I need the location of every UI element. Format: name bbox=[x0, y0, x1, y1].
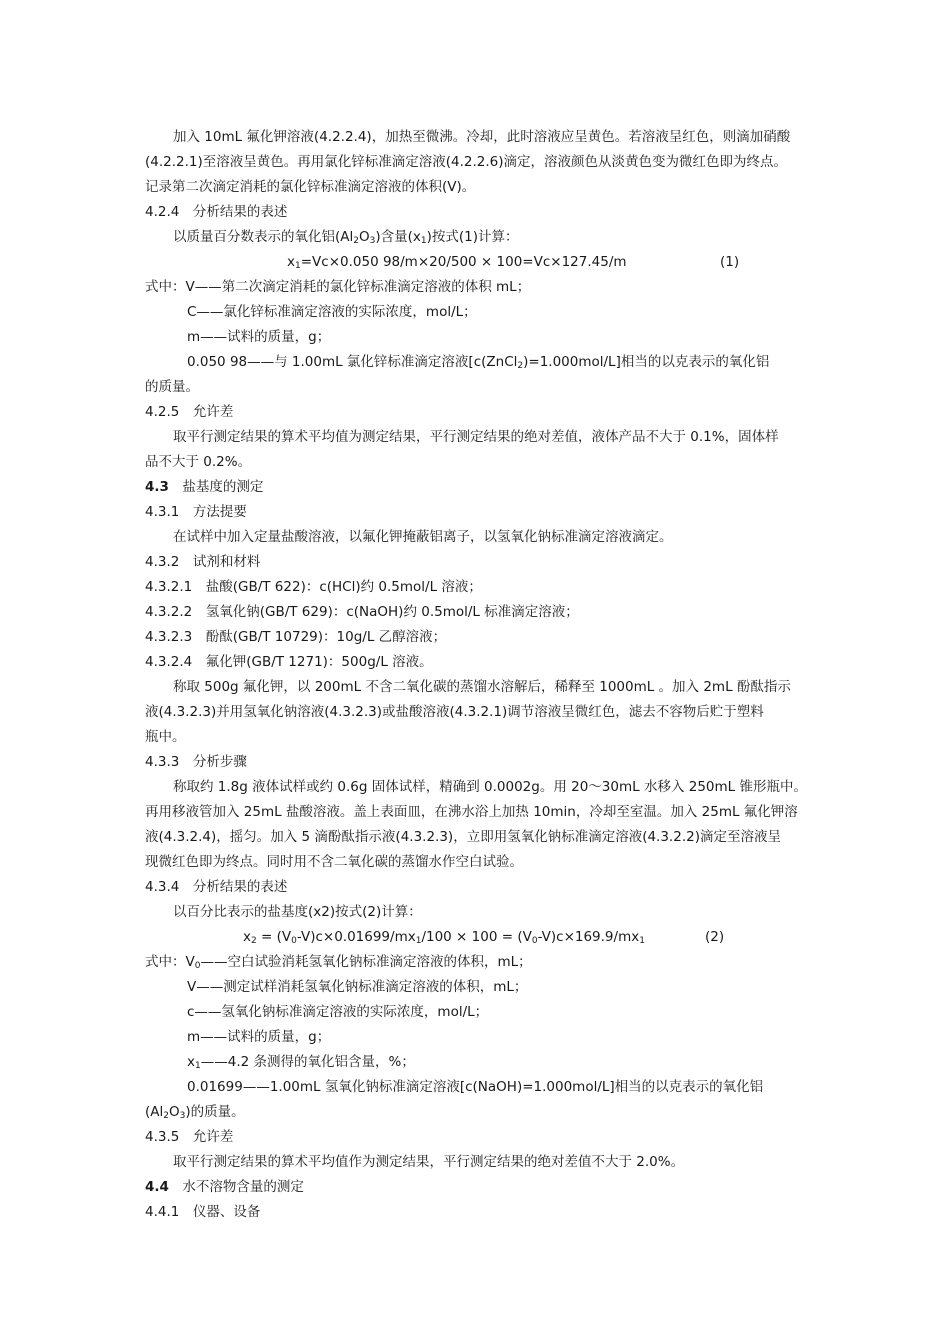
where-clause-line: 式中：V——第二次滴定消耗的氯化锌标准滴定溶液的体积 mL； bbox=[145, 279, 531, 295]
para-line: 瓶中。 bbox=[145, 729, 186, 745]
para-line: 现微红色即为终点。同时用不含二氧化碳的蒸馏水作空白试验。 bbox=[145, 854, 523, 870]
section-heading-4-2-5: 4.2.5 允许差 bbox=[145, 404, 234, 420]
section-heading-4-3: 4.3 盐基度的测定 bbox=[145, 479, 264, 495]
para-line: 加入 10mL 氟化钾溶液(4.2.2.4)，加热至微沸。冷却，此时溶液应呈黄色。若溶液呈红色，则滴加硝酸 bbox=[173, 129, 791, 145]
para-line: 记录第二次滴定消耗的氯化锌标准滴定溶液的体积(V)。 bbox=[145, 179, 476, 195]
para-line: 再用移液管加入 25mL 盐酸溶液。盖上表面皿，在沸水浴上加热 10min，冷却至室温。加入 25mL 氟化钾溶 bbox=[145, 804, 798, 820]
para-line: 在试样中加入定量盐酸溶液，以氟化钾掩蔽铝离子，以氢氧化钠标准滴定溶液滴定。 bbox=[173, 529, 673, 545]
reagent-item: 4.3.2.1 盐酸(GB/T 622)：c(HCl)约 0.5mol/L 溶液； bbox=[145, 579, 482, 595]
para-line: 液(4.3.2.4)，摇匀。加入 5 滴酚酞指示液(4.3.2.3)，立即用氢氧化钠标准滴定溶液(4.3.2.2)滴定至溶液呈 bbox=[145, 829, 781, 845]
section-heading-4-2-4: 4.2.4 分析结果的表述 bbox=[145, 204, 288, 220]
para-line: 称取 500g 氟化钾，以 200mL 不含二氧化碳的蒸馏水溶解后，稀释至 1000mL 。加入 2mL 酚酞指示 bbox=[173, 679, 791, 695]
section-heading-4-3-4: 4.3.4 分析结果的表述 bbox=[145, 879, 288, 895]
para-line: (4.2.2.1)至溶液呈黄色。再用氯化锌标准滴定溶液(4.2.2.6)滴定，溶液颜色从淡黄色变为微红色即为终点。 bbox=[145, 154, 788, 170]
para-line: 取平行测定结果的算术平均值为测定结果，平行测定结果的绝对差值，液体产品不大于 0.1%，固体样 bbox=[173, 429, 779, 445]
para-line: 液(4.3.2.3)并用氢氧化钠溶液(4.3.2.3)或盐酸溶液(4.3.2.1)调节溶液呈微红色，滤去不容物后贮于塑料 bbox=[145, 704, 764, 720]
formula-1: $x_1=Vc\times 0.050$ 98/m×20/500 × 100=Vc×127.45/m bbox=[287, 254, 627, 271]
para-line: 品不大于 0.2%。 bbox=[145, 454, 252, 470]
section-heading-4-3-2: 4.3.2 试剂和材料 bbox=[145, 554, 261, 570]
section-heading-4-4-1: 4.4.1 仪器、设备 bbox=[145, 1204, 261, 1220]
where-clause-line: V——测定试样消耗氢氧化钠标准滴定溶液的体积，mL； bbox=[187, 979, 528, 995]
reagent-item: 4.3.2.4 氟化钾(GB/T 1271)：500g/L 溶液。 bbox=[145, 654, 433, 670]
reagent-item: 4.3.2.2 氢氧化钠(GB/T 629)：c(NaOH)约 0.5mol/L 标准滴定溶液； bbox=[145, 604, 579, 620]
para-line: 取平行测定结果的算术平均值作为测定结果，平行测定结果的绝对差值不大于 2.0%。 bbox=[173, 1154, 685, 1170]
where-clause-line: 式中：$V_0——$空白试验消耗氢氧化钠标准滴定溶液的体积，mL； bbox=[145, 954, 532, 971]
reagent-item: 4.3.2.3 酚酞(GB/T 10729)：10g/L 乙醇溶液； bbox=[145, 629, 447, 645]
where-clause-line: 0.050 98——与 1.00mL 氯化锌标准滴定溶液[c(ZnCl$_2$)=1.000mol/L]相当的以克表示的氧化铝 bbox=[187, 354, 770, 371]
section-heading-4-3-1: 4.3.1 方法提要 bbox=[145, 504, 247, 520]
formula-2-number: (2) bbox=[705, 929, 725, 945]
where-clause-line: 的质量。 bbox=[145, 379, 199, 395]
where-clause-line: $x_1——4.2$ 条测得的氧化铝含量，%； bbox=[187, 1054, 415, 1071]
para-line: 称取约 1.8g 液体试样或约 0.6g 固体试样，精确到 0.0002g。用 20～30mL 水移入 250mL 锥形瓶中。 bbox=[173, 779, 807, 795]
where-clause-line: c——氢氧化钠标准滴定溶液的实际浓度，mol/L； bbox=[187, 1004, 489, 1020]
where-clause-line: C——氯化锌标准滴定溶液的实际浓度，mol/L； bbox=[187, 304, 477, 320]
formula-2-intro: 以百分比表示的盐基度(x2)按式(2)计算： bbox=[173, 904, 422, 920]
formula-1-number: (1) bbox=[720, 254, 740, 270]
section-heading-4-3-5: 4.3.5 允许差 bbox=[145, 1129, 234, 1145]
section-heading-4-4: 4.4 水不溶物含量的测定 bbox=[145, 1179, 304, 1195]
where-clause-line: $(Al_2O_3)$的质量。 bbox=[145, 1104, 245, 1121]
formula-2: $x_2 = (V_0-V)c\times 0.01699/mx_1/100 \times 100 = (V_0-V)c\times 169.9/mx_1$ bbox=[243, 929, 645, 946]
section-heading-4-3-3: 4.3.3 分析步骤 bbox=[145, 754, 247, 770]
where-clause-line: m——试料的质量，g； bbox=[187, 329, 331, 345]
formula-1-intro: 以质量百分数表示的氧化铝$(Al_2O_3)$含量$(x_1)$按式(1)计算： bbox=[173, 229, 519, 246]
where-clause-line: 0.01699——1.00mL 氢氧化钠标准滴定溶液[c(NaOH)=1.000mol/L]相当的以克表示的氧化铝 bbox=[187, 1079, 764, 1095]
where-clause-line: m——试料的质量，g； bbox=[187, 1029, 331, 1045]
